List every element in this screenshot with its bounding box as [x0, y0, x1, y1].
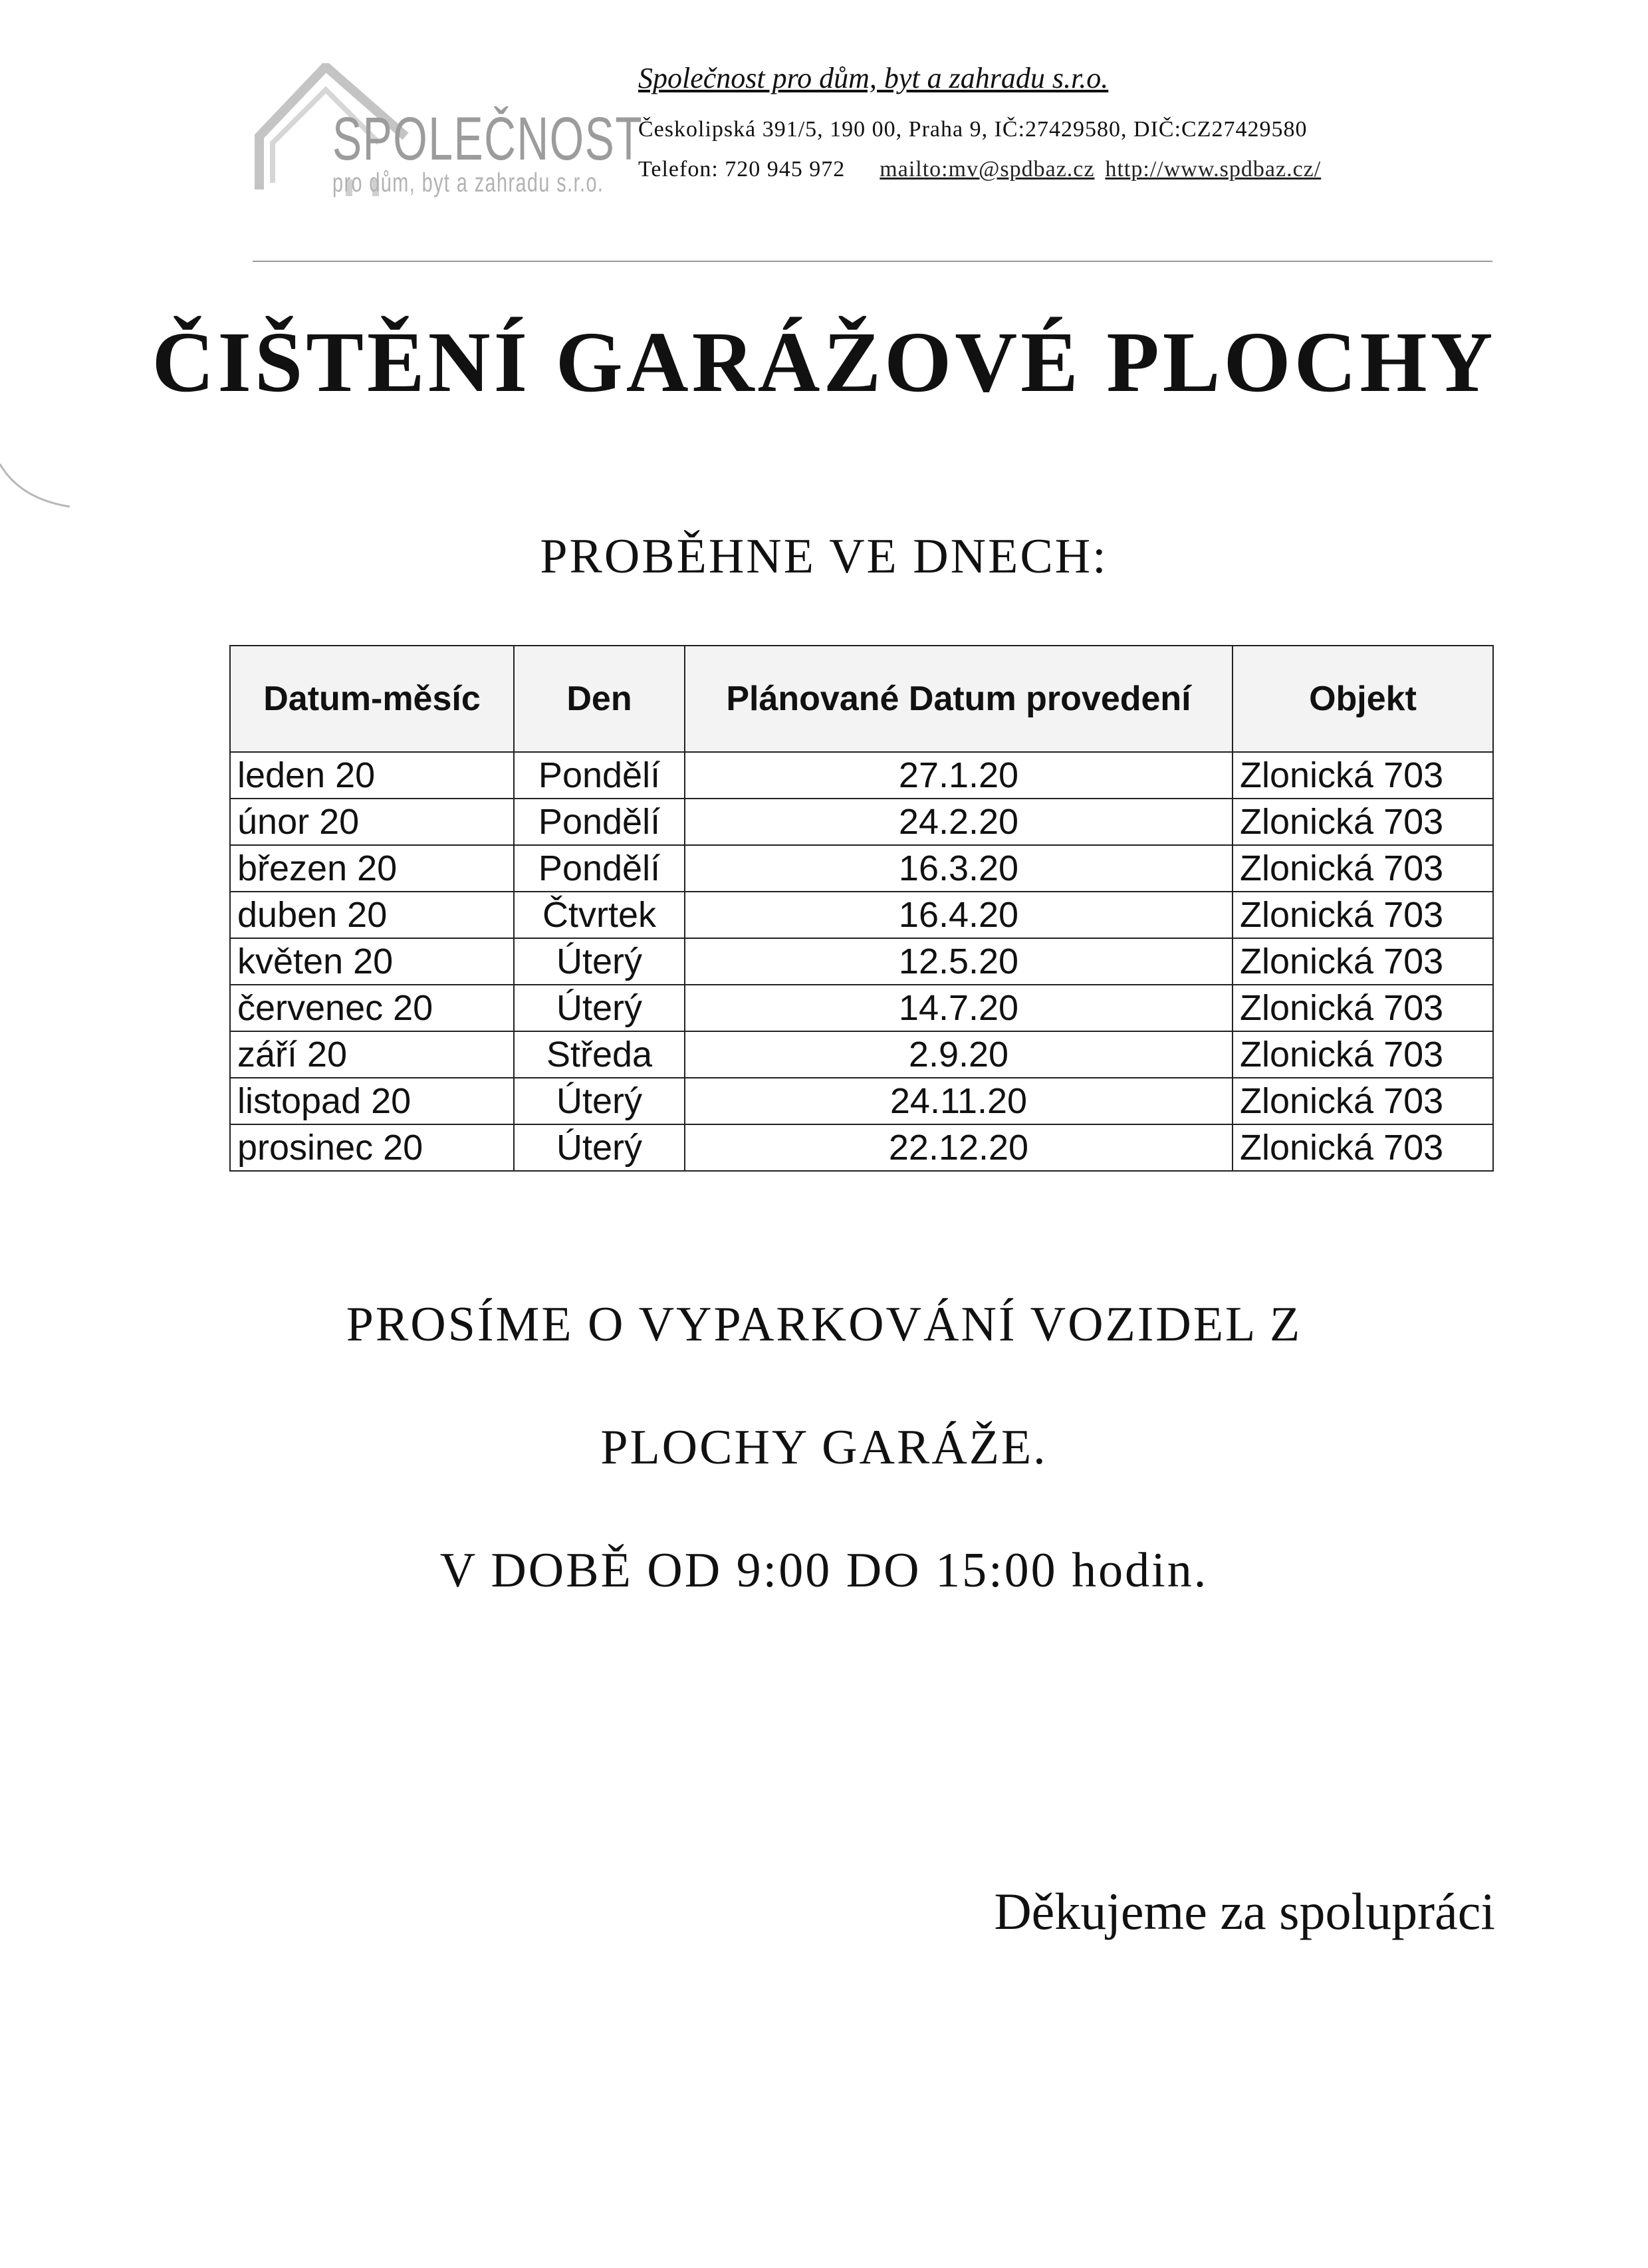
- table-row: [230, 752, 1493, 799]
- cell-month: únor 20: [230, 799, 514, 845]
- phone-number: Telefon: 720 945 972: [638, 157, 846, 182]
- page-subtitle: PROBĚHNE VE DNECH:: [540, 529, 1108, 584]
- column-header-planned-date: Plánované Datum provedení: [685, 646, 1233, 752]
- cell-day: Středa: [514, 1031, 685, 1078]
- cell-object: Zlonická 703: [1233, 892, 1493, 938]
- cell-date: 16.3.20: [685, 845, 1233, 892]
- table-row: [230, 1031, 1493, 1078]
- cell-date: 27.1.20: [685, 752, 1233, 799]
- cell-date: 14.7.20: [685, 985, 1233, 1031]
- company-logo: [246, 63, 644, 197]
- notice-line-3: V DOBĚ OD 9:00 DO 15:00 hodin.: [439, 1543, 1209, 1598]
- cell-month: prosinec 20: [230, 1124, 514, 1171]
- cell-object: Zlonická 703: [1233, 1124, 1493, 1171]
- website-link[interactable]: http://www.spdbaz.cz/: [1105, 157, 1322, 182]
- cell-date: 2.9.20: [685, 1031, 1233, 1078]
- cell-object: Zlonická 703: [1233, 938, 1493, 985]
- table-row: [230, 1078, 1493, 1124]
- company-name: Společnost pro dům, byt a zahradu s.r.o.: [638, 62, 1109, 94]
- notice-line-1: PROSÍME O VYPARKOVÁNÍ VOZIDEL Z: [346, 1297, 1302, 1352]
- cell-month: září 20: [230, 1031, 514, 1078]
- header-divider: [253, 261, 1492, 262]
- logo-wordmark: SPOLEČNOST: [332, 105, 644, 173]
- email-link[interactable]: mailto:mv@spdbaz.cz: [880, 157, 1095, 182]
- company-address: Českolipská 391/5, 190 00, Praha 9, IČ:27429580, DIČ:CZ27429580: [638, 117, 1308, 142]
- logo-tagline: pro dům, byt a zahradu s.r.o.: [332, 168, 604, 197]
- schedule-table: [229, 645, 1494, 1172]
- cell-day: Úterý: [514, 985, 685, 1031]
- table-row: [230, 799, 1493, 845]
- cell-date: 24.2.20: [685, 799, 1233, 845]
- cell-date: 22.12.20: [685, 1124, 1233, 1171]
- table-row: [230, 892, 1493, 938]
- cell-object: Zlonická 703: [1233, 985, 1493, 1031]
- cell-object: Zlonická 703: [1233, 845, 1493, 892]
- column-header-object: Objekt: [1233, 646, 1493, 752]
- cell-month: duben 20: [230, 892, 514, 938]
- cell-object: Zlonická 703: [1233, 1078, 1493, 1124]
- cell-object: Zlonická 703: [1233, 752, 1493, 799]
- column-header-day: Den: [514, 646, 685, 752]
- closing-thanks: Děkujeme za spolupráci: [994, 1882, 1495, 1940]
- cell-object: Zlonická 703: [1233, 1031, 1493, 1078]
- cell-month: březen 20: [230, 845, 514, 892]
- table-row: [230, 1124, 1493, 1171]
- scan-edge-mark: [0, 459, 73, 512]
- table-row: [230, 938, 1493, 985]
- cell-day: Úterý: [514, 1078, 685, 1124]
- cell-day: Úterý: [514, 1124, 685, 1171]
- cell-date: 12.5.20: [685, 938, 1233, 985]
- cell-date: 24.11.20: [685, 1078, 1233, 1124]
- notice-line-2: PLOCHY GARÁŽE.: [600, 1420, 1048, 1475]
- contact-line: [638, 157, 1321, 182]
- cell-month: červenec 20: [230, 985, 514, 1031]
- page-title: ČIŠTĚNÍ GARÁŽOVÉ PLOCHY: [152, 315, 1496, 410]
- table-row: [230, 845, 1493, 892]
- table-row: [230, 985, 1493, 1031]
- cell-month: květen 20: [230, 938, 514, 985]
- cell-day: Čtvrtek: [514, 892, 685, 938]
- cell-month: listopad 20: [230, 1078, 514, 1124]
- cell-day: Pondělí: [514, 845, 685, 892]
- table-header-row: [230, 646, 1493, 752]
- cell-day: Pondělí: [514, 752, 685, 799]
- cell-object: Zlonická 703: [1233, 799, 1493, 845]
- cell-date: 16.4.20: [685, 892, 1233, 938]
- cell-month: leden 20: [230, 752, 514, 799]
- cell-day: Úterý: [514, 938, 685, 985]
- cell-day: Pondělí: [514, 799, 685, 845]
- column-header-month: Datum-měsíc: [230, 646, 514, 752]
